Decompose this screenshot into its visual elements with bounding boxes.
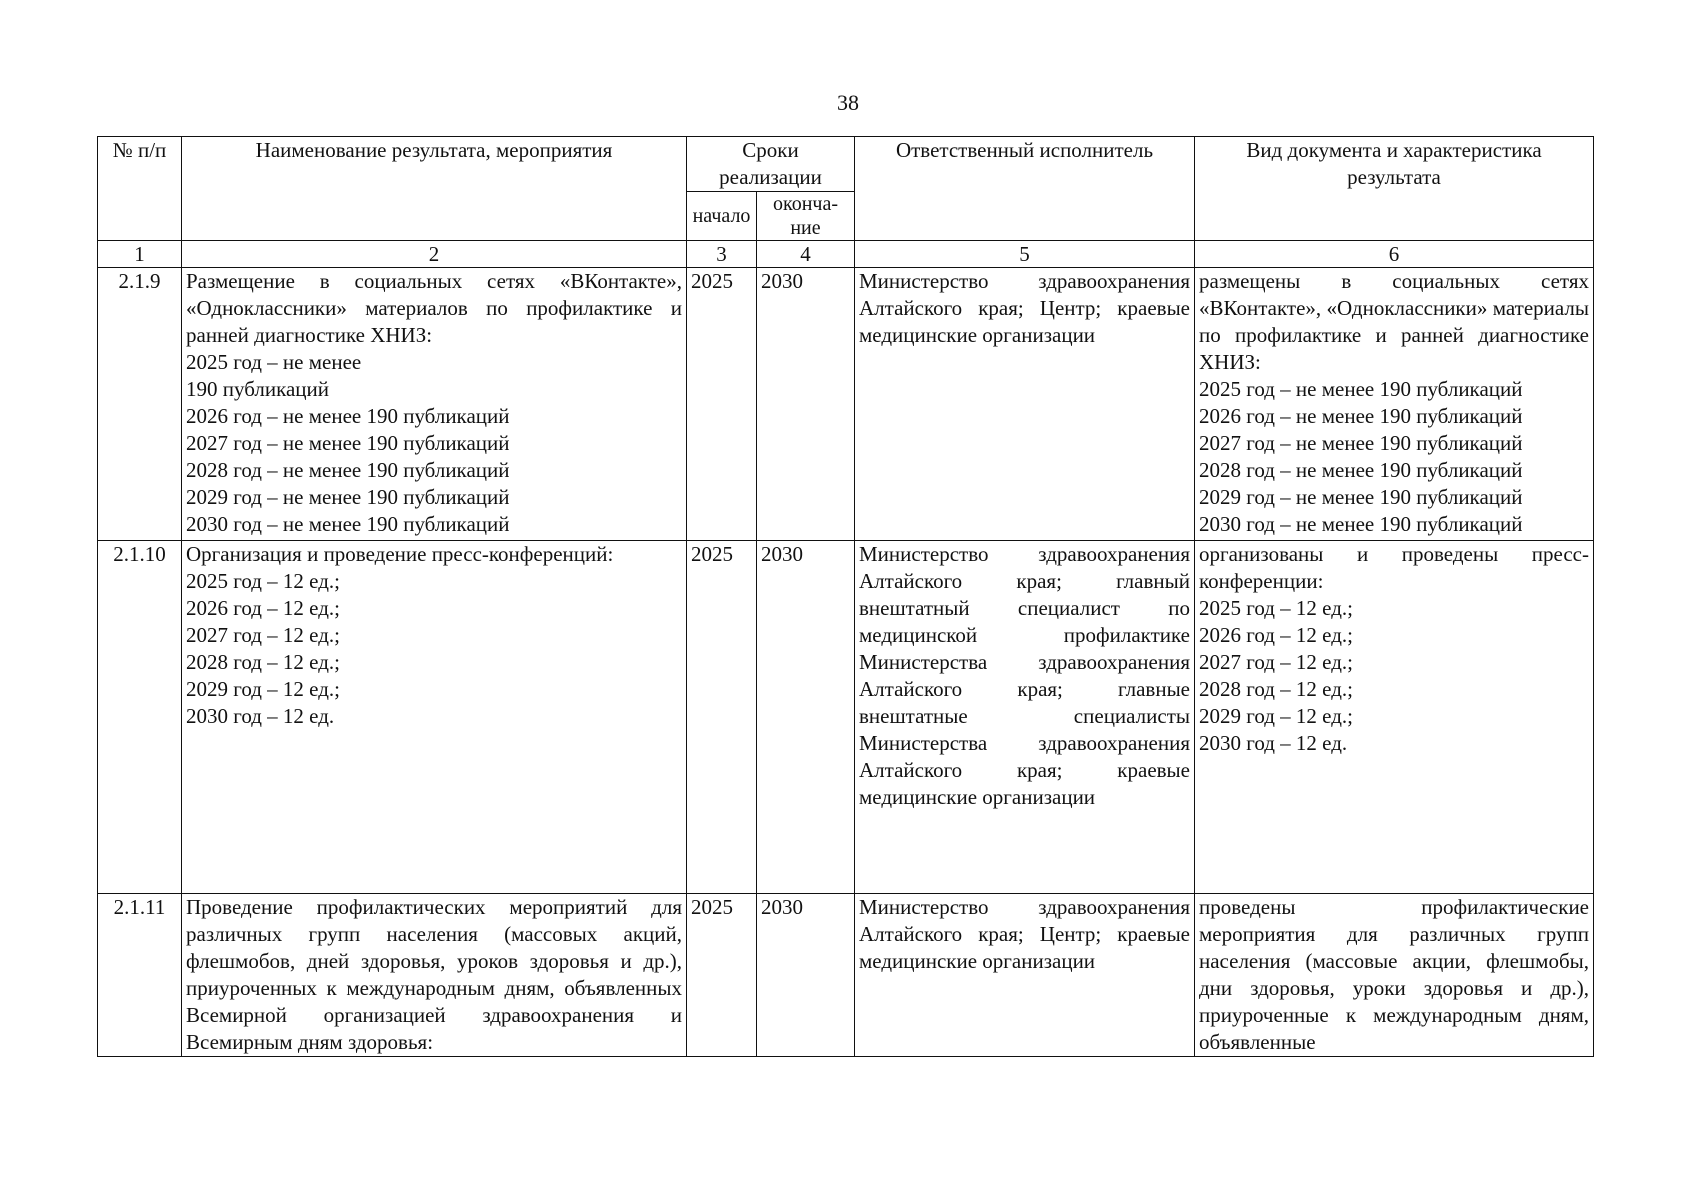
- row-number: 2.1.9: [98, 268, 182, 541]
- col-number: 1: [98, 241, 182, 268]
- row-name-line: 2025 год – 12 ед.;: [186, 569, 340, 593]
- row-name-line: 2027 год – 12 ед.;: [186, 623, 340, 647]
- header-terms: Сроки реализации: [687, 137, 855, 192]
- row-result-line: 2027 год – не менее 190 публикаций: [1199, 431, 1523, 455]
- row-result-line: 2028 год – 12 ед.;: [1199, 677, 1353, 701]
- row-end: 2030: [757, 268, 855, 541]
- row-name-intro: Проведение профилактических мероприятий для различных групп населения (массовых акций, флешмобов, дней здоровья, уроков здоровья и др.), приуроченных к международным дням, объявленных Всемирной организацией здравоохранения и Всемирным дням здоровья:: [182, 894, 687, 1057]
- row-result-line: 2026 год – не менее 190 публикаций: [1199, 404, 1523, 428]
- row-result-line: 2028 год – не менее 190 публикаций: [1199, 458, 1523, 482]
- row-result-intro: проведены профилактические мероприятия для различных групп населения (массовые акции, флешмобы, дни здоровья, уроки здоровья и др.), приуроченные к международным дням, объявленные: [1195, 894, 1594, 1057]
- header-responsible: Ответственный исполнитель: [855, 137, 1195, 241]
- row-end: 2030: [757, 541, 855, 894]
- row-result-intro: размещены в социальных сетях «ВКонтакте», «Одноклассники» материалы по профилактике и ранней диагностике ХНИЗ:: [1199, 269, 1589, 374]
- table-row: [98, 268, 1594, 541]
- row-name-line: 2026 год – не менее 190 публикаций: [186, 404, 510, 428]
- row-name-cell: [182, 268, 687, 541]
- page-number: 38: [837, 90, 859, 115]
- row-start: 2025: [687, 894, 757, 1057]
- row-name-intro: Организация и проведение пресс-конференций:: [186, 542, 614, 566]
- row-result-line: 2030 год – 12 ед.: [1199, 731, 1348, 755]
- row-name-line: 2030 год – 12 ед.: [186, 704, 335, 728]
- table-header-row: [98, 137, 1594, 192]
- row-result-line: 2029 год – 12 ед.;: [1199, 704, 1353, 728]
- row-result-line: 2025 год – не менее 190 публикаций: [1199, 377, 1523, 401]
- col-number: 3: [687, 241, 757, 268]
- measures-table: [97, 136, 1594, 1057]
- row-name-line: 2025 год – не менее: [186, 350, 362, 374]
- row-result-intro: организованы и проведены пресс-конференции:: [1199, 542, 1589, 593]
- row-result-cell: [1195, 541, 1594, 894]
- row-name-line: 2029 год – не менее 190 публикаций: [186, 485, 510, 509]
- row-start: 2025: [687, 541, 757, 894]
- header-name: Наименование результата, мероприятия: [182, 137, 687, 241]
- row-number: 2.1.10: [98, 541, 182, 894]
- table-row: [98, 541, 1594, 894]
- row-start: 2025: [687, 268, 757, 541]
- header-end: оконча-ние: [757, 192, 855, 241]
- header-start: начало: [687, 192, 757, 241]
- row-result-line: 2030 год – не менее 190 публикаций: [1199, 512, 1523, 536]
- row-result-cell: [1195, 268, 1594, 541]
- row-result-line: 2027 год – 12 ед.;: [1199, 650, 1353, 674]
- row-responsible: Министерство здравоохранения Алтайского края; Центр; краевые медицинские организации: [855, 894, 1195, 1057]
- row-responsible: Министерство здравоохранения Алтайского края; Центр; краевые медицинские организации: [855, 268, 1195, 541]
- row-result-line: 2029 год – не менее 190 публикаций: [1199, 485, 1523, 509]
- col-number: 6: [1195, 241, 1594, 268]
- header-num: № п/п: [98, 137, 182, 241]
- row-name-line: 2029 год – 12 ед.;: [186, 677, 340, 701]
- row-number: 2.1.11: [98, 894, 182, 1057]
- row-result-line: 2026 год – 12 ед.;: [1199, 623, 1353, 647]
- row-name-line: 190 публикаций: [186, 377, 330, 401]
- row-name-line: 2027 год – не менее 190 публикаций: [186, 431, 510, 455]
- row-name-line: 2030 год – не менее 190 публикаций: [186, 512, 510, 536]
- row-name-line: 2028 год – не менее 190 публикаций: [186, 458, 510, 482]
- row-name-cell: [182, 541, 687, 894]
- header-doc-type: Вид документа и характеристика результата: [1195, 137, 1594, 241]
- row-end: 2030: [757, 894, 855, 1057]
- column-numbers-row: [98, 241, 1594, 268]
- table-row: [98, 894, 1594, 1057]
- col-number: 5: [855, 241, 1195, 268]
- row-result-line: 2025 год – 12 ед.;: [1199, 596, 1353, 620]
- row-responsible: Министерство здравоохранения Алтайского края; главный внештатный специалист по медицинской профилактике Министерства здравоохранения Алтайского края; главные внештатные специалисты Министерства здравоохранения Алтайского края; краевые медицинские организации: [855, 541, 1195, 894]
- col-number: 2: [182, 241, 687, 268]
- row-name-line: 2026 год – 12 ед.;: [186, 596, 340, 620]
- row-name-line: 2028 год – 12 ед.;: [186, 650, 340, 674]
- row-name-intro: Размещение в социальных сетях «ВКонтакте», «Одноклассники» материалов по профилактике и ранней диагностике ХНИЗ:: [186, 269, 682, 347]
- col-number: 4: [757, 241, 855, 268]
